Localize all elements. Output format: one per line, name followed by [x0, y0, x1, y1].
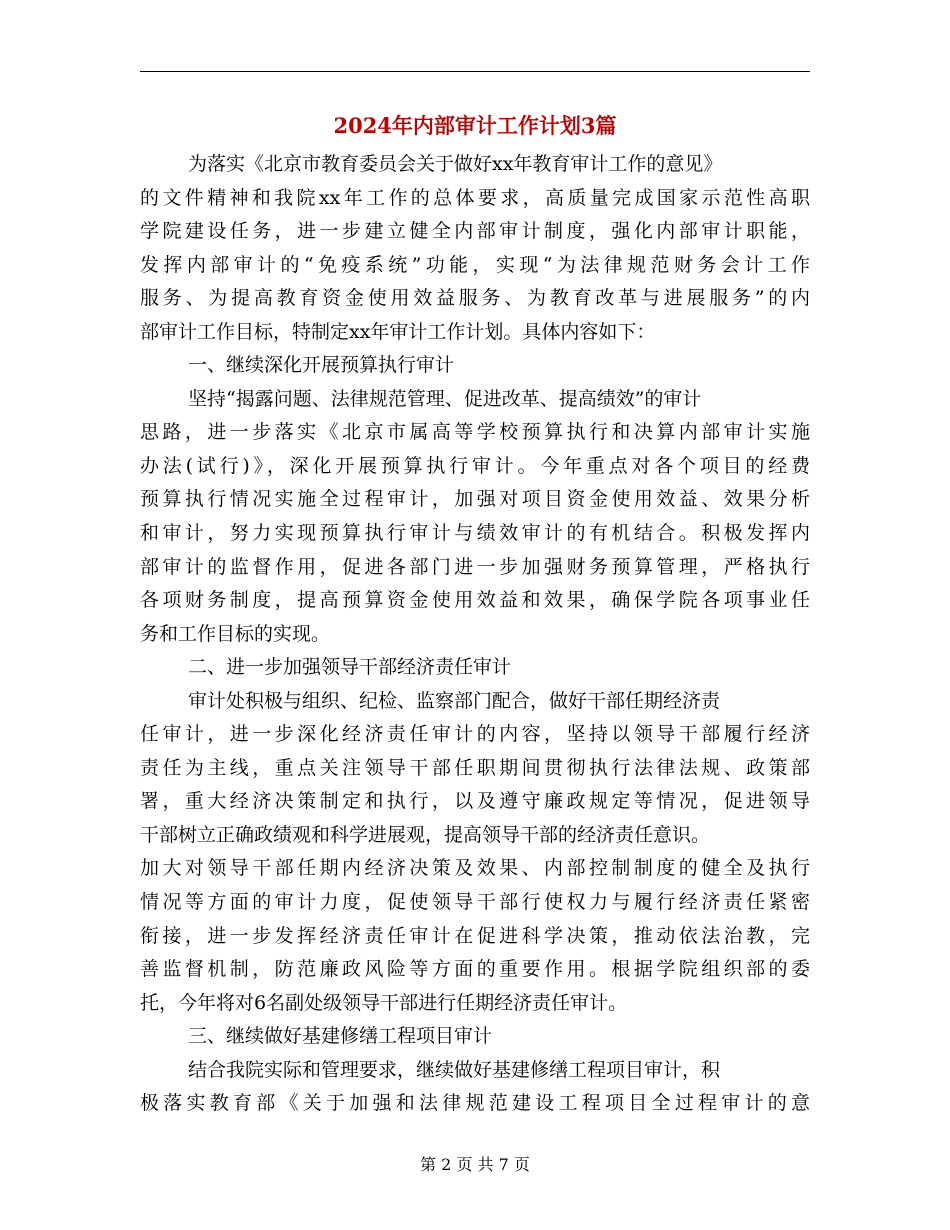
paragraph-line: 部审计的监督作用，促进各部门进一步加强财务预算管理，严格执行: [140, 555, 810, 578]
paragraph-line: 学院建设任务，进一步建立健全内部审计制度，强化内部审计职能，: [140, 220, 810, 243]
paragraph-line: 加大对领导干部任期内经济决策及效果、内部控制制度的健全及执行: [140, 857, 810, 880]
paragraph-line: 各项财务制度，提高预算资金使用效益和效果，确保学院各项事业任: [140, 589, 810, 612]
section-heading: 三、继续做好基建修缮工程项目审计: [188, 1025, 493, 1048]
paragraph-line: 署，重大经济决策制定和执行，以及遵守廉政规定等情况，促进领导: [140, 790, 810, 813]
paragraph-line: 发挥内部审计的“免疫系统”功能，实现“为法律规范财务会计工作: [140, 253, 810, 276]
paragraph-line: 衔接，进一步发挥经济责任审计在促进科学决策，推动依法治教，完: [140, 924, 810, 947]
paragraph-line: 责任为主线，重点关注领导干部任职期间贯彻执行法律法规、政策部: [140, 756, 810, 779]
paragraph-line: 善监督机制，防范廉政风险等方面的重要作用。根据学院组织部的委: [140, 958, 810, 981]
paragraph-line: 办法(试行)》，深化开展预算执行审计。今年重点对各个项目的经费: [140, 454, 810, 477]
paragraph-line: 预算执行情况实施全过程审计，加强对项目资金使用效益、效果分析: [140, 488, 810, 511]
page-footer: [140, 1153, 810, 1177]
paragraph-line: 的文件精神和我院xx年工作的总体要求，高质量完成国家示范性高职: [140, 186, 810, 209]
document-title: 2024年内部审计工作计划3篇: [333, 113, 617, 138]
page-number-label: 第 2 页 共 7 页: [420, 1155, 530, 1174]
paragraph-line: 思路，进一步落实《北京市属高等学校预算执行和决算内部审计实施: [140, 421, 810, 444]
paragraph-line: 干部树立正确政绩观和科学进展观，提高领导干部的经济责任意识。: [140, 823, 711, 846]
paragraph-line: 坚持“揭露问题、法律规范管理、促进改革、提高绩效”的审计: [188, 387, 702, 410]
paragraph-line: 结合我院实际和管理要求，继续做好基建修缮工程项目审计，积: [188, 1058, 721, 1081]
section-heading: 一、继续深化开展预算执行审计: [188, 354, 455, 377]
paragraph-line: 极落实教育部《关于加强和法律规范建设工程项目全过程审计的意: [140, 1092, 810, 1115]
paragraph-line: 情况等方面的审计力度，促使领导干部行使权力与履行经济责任紧密: [140, 891, 810, 914]
paragraph-line: 审计处积极与组织、纪检、监察部门配合，做好干部任期经济责: [188, 689, 721, 712]
header-rule: [140, 71, 810, 72]
paragraph-line: 服务、为提高教育资金使用效益服务、为教育改革与进展服务”的内: [140, 287, 810, 310]
paragraph-line: 任审计，进一步深化经济责任审计的内容，坚持以领导干部履行经济: [140, 723, 810, 746]
paragraph-line: 托，今年将对6名副处级领导干部进行任期经济责任审计。: [140, 991, 628, 1014]
section-heading: 二、进一步加强领导干部经济责任审计: [188, 656, 512, 679]
paragraph-line: 为落实《北京市教育委员会关于做好xx年教育审计工作的意见》: [188, 153, 723, 175]
paragraph-line: 部审计工作目标，特制定xx年审计工作计划。具体内容如下：: [140, 320, 656, 343]
document-body: [140, 148, 810, 1121]
paragraph-line: 和审计，努力实现预算执行审计与绩效审计的有机结合。积极发挥内: [140, 522, 810, 545]
paragraph-line: 务和工作目标的实现。: [140, 622, 331, 645]
